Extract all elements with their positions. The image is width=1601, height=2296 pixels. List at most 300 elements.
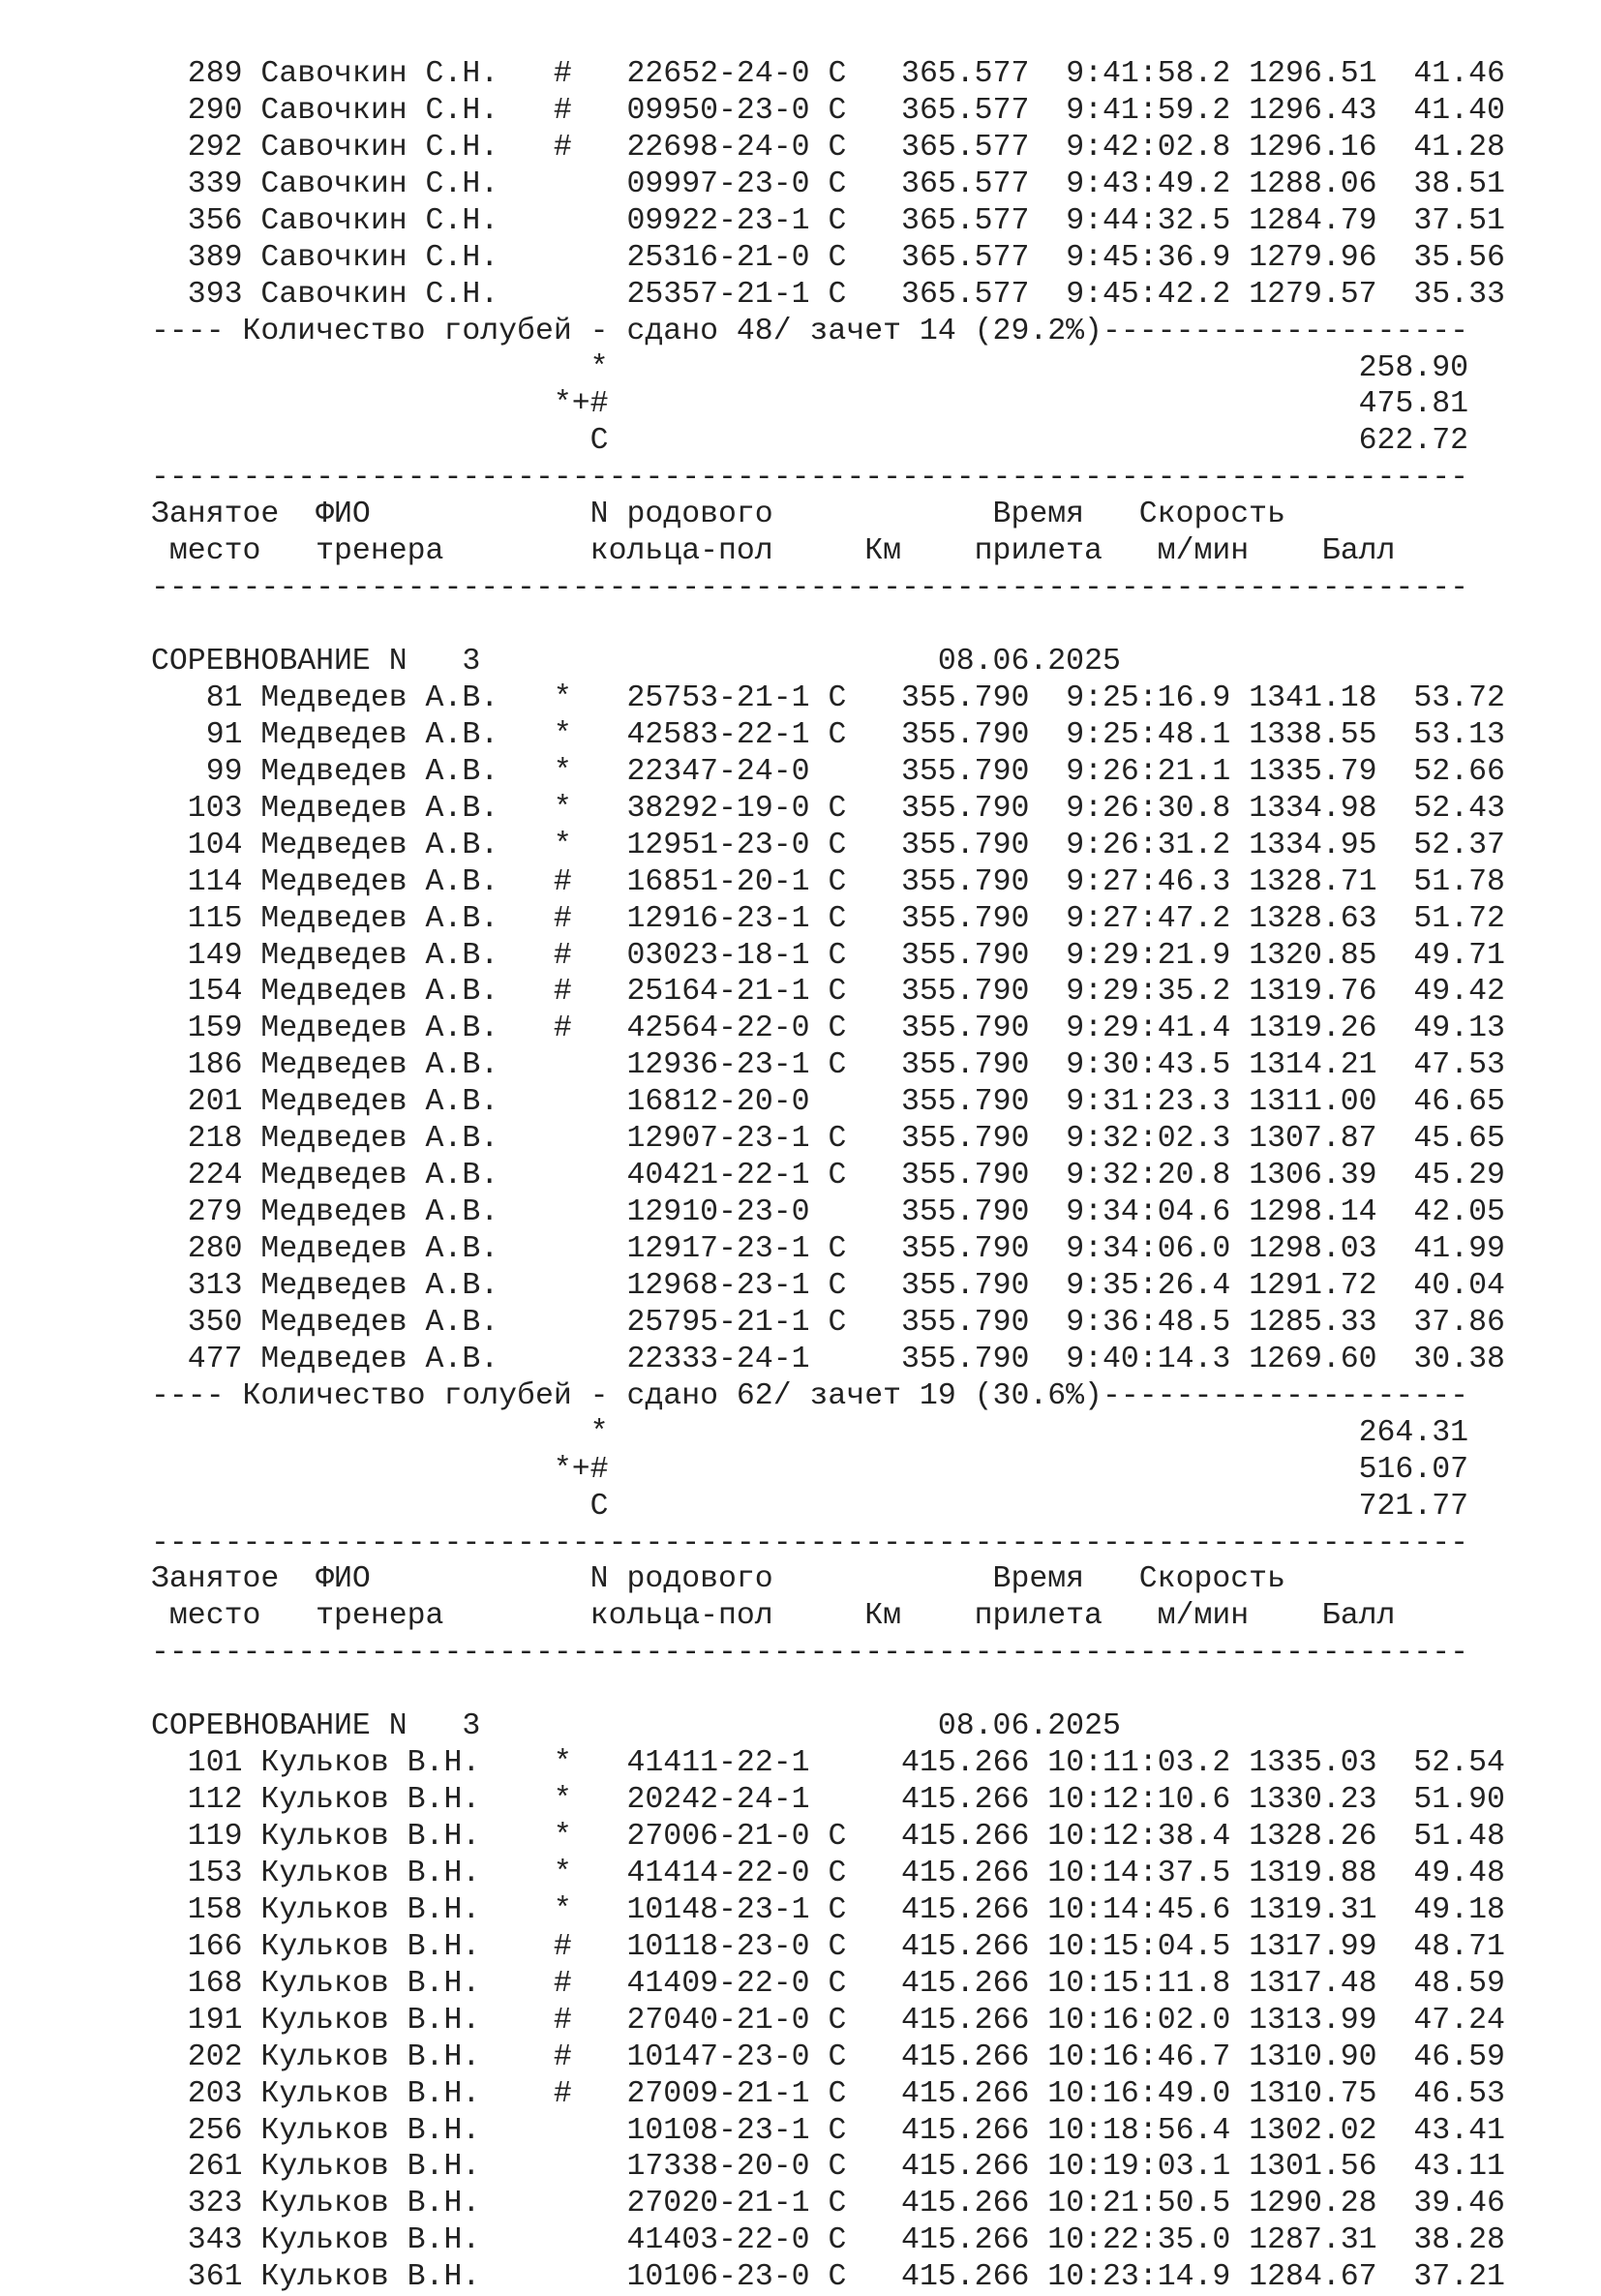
result-row [151, 1819, 1505, 1856]
result-row [151, 2113, 1505, 2150]
speed-cell: 1335.03 [1249, 1746, 1377, 1781]
place-cell: 339 [151, 166, 243, 201]
total-label: * [151, 1415, 609, 1450]
trainer-name-cell: Медведев А.В. [260, 1342, 554, 1376]
distance-cell: 355.790 [864, 1048, 1030, 1083]
distance-cell: 355.790 [864, 1085, 1030, 1120]
score-cell: 38.51 [1376, 166, 1505, 201]
trainer-name-cell: Медведев А.В. [260, 1122, 554, 1157]
competition-line [151, 1708, 1505, 1745]
distance-cell: 365.577 [864, 93, 1030, 128]
ring-number-cell: 12907-23-1 [626, 1122, 829, 1157]
summary-line: ---- Количество голубей - сдано 48/ зачет 14 (29.2%)-------------------- [151, 314, 1469, 348]
trainer-name-cell: Медведев А.В. [260, 1048, 554, 1083]
place-cell: 393 [151, 277, 243, 312]
sex-cell: С [828, 2039, 847, 2074]
score-cell: 41.28 [1376, 130, 1505, 165]
speed-cell: 1287.31 [1249, 2223, 1377, 2258]
mark-cell: # [553, 864, 627, 899]
competition-label: СОРЕВНОВАНИЕ N 3 [151, 645, 938, 679]
ring-number-cell: 10148-23-1 [626, 1892, 829, 1927]
arrival-time-cell: 10:15:04.5 [1047, 1929, 1231, 1964]
sex-cell: С [828, 203, 847, 238]
sex-cell: С [828, 240, 847, 275]
sex-cell: С [828, 901, 847, 936]
trainer-name-cell: Медведев А.В. [260, 1232, 554, 1266]
arrival-time-cell: 9:43:49.2 [1047, 166, 1231, 201]
ring-number-cell: 12951-23-0 [626, 828, 829, 862]
speed-cell: 1319.31 [1249, 1892, 1377, 1927]
sex-cell: С [828, 2113, 847, 2148]
speed-cell: 1310.90 [1249, 2039, 1377, 2074]
column-header-line: Занятое ФИО N родового Время Скорость [151, 498, 1285, 532]
result-row [151, 1231, 1505, 1268]
mark-cell [554, 1159, 627, 1193]
arrival-time-cell: 10:18:56.4 [1047, 2113, 1231, 2148]
speed-cell: 1288.06 [1249, 166, 1377, 201]
mark-cell: # [553, 2039, 627, 2074]
ring-number-cell: 25795-21-1 [626, 1305, 829, 1340]
mark-cell: # [553, 975, 627, 1010]
distance-cell: 365.577 [864, 203, 1030, 238]
arrival-time-cell: 9:42:02.8 [1047, 130, 1231, 165]
place-cell: 201 [151, 1085, 243, 1120]
mark-cell: # [553, 938, 627, 973]
score-cell: 41.46 [1376, 57, 1505, 91]
result-row [151, 1929, 1505, 1966]
arrival-time-cell: 9:26:21.1 [1047, 754, 1231, 789]
score-cell: 46.59 [1376, 2039, 1505, 2074]
sex-cell: С [828, 1305, 847, 1340]
sex-cell [828, 1195, 846, 1229]
arrival-time-cell: 9:40:14.3 [1047, 1342, 1231, 1376]
total-row [151, 386, 1505, 423]
sex-cell: С [828, 791, 847, 826]
distance-cell: 415.266 [864, 1746, 1030, 1781]
place-cell: 149 [151, 938, 243, 973]
result-row [151, 864, 1505, 901]
distance-cell: 355.790 [864, 754, 1030, 789]
sex-cell: С [828, 130, 847, 165]
arrival-time-cell: 9:31:23.3 [1047, 1085, 1231, 1120]
ring-number-cell: 09950-23-0 [626, 93, 829, 128]
speed-cell: 1284.79 [1249, 203, 1377, 238]
result-row [151, 2259, 1505, 2296]
score-cell: 46.53 [1376, 2076, 1505, 2111]
speed-cell: 1296.43 [1249, 93, 1377, 128]
place-cell: 389 [151, 240, 243, 275]
score-cell: 39.46 [1376, 2187, 1505, 2221]
speed-cell: 1296.51 [1249, 57, 1377, 91]
ring-number-cell: 16812-20-0 [626, 1085, 829, 1120]
trainer-name-cell: Савочкин С.Н. [260, 277, 554, 312]
sex-cell: С [828, 717, 847, 752]
ring-number-cell: 25316-21-0 [626, 240, 829, 275]
ring-number-cell: 12917-23-1 [626, 1232, 829, 1266]
result-row [151, 56, 1505, 93]
arrival-time-cell: 9:32:02.3 [1047, 1122, 1231, 1157]
ring-number-cell: 41411-22-1 [626, 1746, 829, 1781]
sex-cell: С [828, 1159, 847, 1193]
score-cell: 48.71 [1376, 1929, 1505, 1964]
sex-cell: С [828, 2150, 847, 2185]
speed-cell: 1296.16 [1249, 130, 1377, 165]
speed-cell: 1330.23 [1249, 1783, 1377, 1818]
distance-cell: 415.266 [864, 2039, 1030, 2074]
competition-label: СОРЕВНОВАНИЕ N 3 [151, 1709, 938, 1744]
arrival-time-cell: 10:15:11.8 [1047, 1966, 1231, 2001]
sex-cell: С [828, 1966, 847, 2001]
distance-cell: 355.790 [864, 864, 1030, 899]
blank-line [151, 607, 1505, 644]
arrival-time-cell: 10:16:49.0 [1047, 2076, 1231, 2111]
arrival-time-cell: 9:32:20.8 [1047, 1159, 1231, 1193]
score-cell: 40.04 [1376, 1268, 1505, 1303]
mark-cell: * [553, 1746, 627, 1781]
mark-cell [554, 1122, 627, 1156]
result-row [151, 717, 1505, 754]
total-label: С [151, 1489, 609, 1524]
mark-cell [554, 278, 627, 312]
arrival-time-cell: 9:36:48.5 [1047, 1305, 1231, 1340]
mark-cell: # [553, 2003, 627, 2038]
total-value: 264.31 [608, 1415, 1469, 1450]
place-cell: 119 [151, 1820, 243, 1854]
arrival-time-cell: 9:25:48.1 [1047, 717, 1231, 752]
ring-number-cell: 09922-23-1 [626, 203, 829, 238]
score-cell: 51.78 [1376, 864, 1505, 899]
ring-number-cell: 12916-23-1 [626, 901, 829, 936]
place-cell: 289 [151, 57, 243, 91]
place-cell: 186 [151, 1048, 243, 1083]
mark-cell [554, 1048, 627, 1082]
ring-number-cell: 27020-21-1 [626, 2187, 829, 2221]
result-row [151, 1047, 1505, 1084]
trainer-name-cell: Медведев А.В. [260, 1195, 554, 1230]
result-row [151, 1856, 1505, 1892]
sex-cell: С [828, 828, 847, 862]
score-cell: 37.51 [1376, 203, 1505, 238]
mark-cell [554, 167, 627, 201]
result-row [151, 754, 1505, 791]
mark-cell: # [553, 1966, 627, 2001]
mark-cell: # [553, 2076, 627, 2111]
arrival-time-cell: 9:27:46.3 [1047, 864, 1231, 899]
sex-cell: С [828, 57, 847, 91]
mark-cell [554, 1306, 627, 1340]
speed-cell: 1311.00 [1249, 1085, 1377, 1120]
place-cell: 154 [151, 975, 243, 1010]
mark-cell: # [553, 1012, 627, 1046]
distance-cell: 415.266 [864, 2113, 1030, 2148]
place-cell: 256 [151, 2113, 243, 2148]
distance-cell: 355.790 [864, 1342, 1030, 1376]
trainer-name-cell: Медведев А.В. [260, 1085, 554, 1120]
speed-cell: 1298.14 [1249, 1195, 1377, 1230]
speed-cell: 1335.79 [1249, 754, 1377, 789]
place-cell: 477 [151, 1342, 243, 1376]
ring-number-cell: 42564-22-0 [626, 1012, 829, 1046]
result-row [151, 1305, 1505, 1342]
sex-cell: С [828, 1232, 847, 1266]
mark-cell [554, 2260, 627, 2294]
score-cell: 49.48 [1376, 1856, 1505, 1890]
speed-cell: 1285.33 [1249, 1305, 1377, 1340]
place-cell: 159 [151, 1012, 243, 1046]
place-cell: 203 [151, 2076, 243, 2111]
speed-cell: 1298.03 [1249, 1232, 1377, 1266]
speed-cell: 1319.26 [1249, 1012, 1377, 1046]
arrival-time-cell: 9:26:31.2 [1047, 828, 1231, 862]
ring-number-cell: 22347-24-0 [626, 754, 829, 789]
trainer-name-cell: Кульков В.Н. [260, 2113, 554, 2148]
ring-number-cell: 12910-23-0 [626, 1195, 829, 1230]
speed-cell: 1291.72 [1249, 1268, 1377, 1303]
mark-cell: # [553, 1929, 627, 1964]
speed-cell: 1328.63 [1249, 901, 1377, 936]
result-row [151, 2039, 1505, 2076]
column-header-line: место тренера кольца-пол Км прилета м/мин Балл [151, 534, 1396, 569]
speed-cell: 1328.71 [1249, 864, 1377, 899]
arrival-time-cell: 10:16:46.7 [1047, 2039, 1231, 2074]
score-cell: 41.40 [1376, 93, 1505, 128]
total-row [151, 1415, 1505, 1452]
result-row [151, 1745, 1505, 1782]
distance-cell: 355.790 [864, 1195, 1030, 1230]
mark-cell: * [553, 717, 627, 752]
place-cell: 261 [151, 2150, 243, 2185]
competition-line [151, 644, 1505, 680]
score-cell: 51.90 [1376, 1783, 1505, 1818]
distance-cell: 355.790 [864, 791, 1030, 826]
score-cell: 37.86 [1376, 1305, 1505, 1340]
mark-cell [554, 2114, 627, 2148]
place-cell: 224 [151, 1159, 243, 1193]
trainer-name-cell: Кульков В.Н. [260, 1820, 554, 1854]
mark-cell: * [553, 1892, 627, 1927]
score-cell: 51.48 [1376, 1820, 1505, 1854]
place-cell: 191 [151, 2003, 243, 2038]
trainer-name-cell: Медведев А.В. [260, 717, 554, 752]
arrival-time-cell: 9:25:16.9 [1047, 680, 1231, 715]
trainer-name-cell: Медведев А.В. [260, 754, 554, 789]
total-label: *+# [151, 387, 609, 422]
place-cell: 104 [151, 828, 243, 862]
result-row [151, 791, 1505, 828]
result-row [151, 93, 1505, 130]
arrival-time-cell: 9:26:30.8 [1047, 791, 1231, 826]
sex-cell: С [828, 975, 847, 1010]
place-cell: 81 [151, 680, 243, 715]
score-cell: 47.24 [1376, 2003, 1505, 2038]
arrival-time-cell: 9:34:04.6 [1047, 1195, 1231, 1230]
sex-cell [828, 1783, 846, 1817]
distance-cell: 355.790 [864, 901, 1030, 936]
arrival-time-cell: 10:19:03.1 [1047, 2150, 1231, 2185]
place-cell: 168 [151, 1966, 243, 2001]
distance-cell: 415.266 [864, 1966, 1030, 2001]
result-row [151, 1782, 1505, 1819]
mark-cell: * [553, 791, 627, 826]
result-row [151, 1121, 1505, 1158]
total-label: * [151, 350, 609, 385]
result-row [151, 1011, 1505, 1047]
sex-cell: С [828, 864, 847, 899]
result-row [151, 1084, 1505, 1121]
sex-cell: С [828, 2076, 847, 2111]
sex-cell [828, 1746, 846, 1780]
trainer-name-cell: Медведев А.В. [260, 680, 554, 715]
total-row [151, 423, 1505, 460]
arrival-time-cell: 9:45:36.9 [1047, 240, 1231, 275]
trainer-name-cell: Кульков В.Н. [260, 1929, 554, 1964]
score-cell: 52.37 [1376, 828, 1505, 862]
distance-cell: 355.790 [864, 1268, 1030, 1303]
speed-cell: 1290.28 [1249, 2187, 1377, 2221]
place-cell: 323 [151, 2187, 243, 2221]
ring-number-cell: 27040-21-0 [626, 2003, 829, 2038]
ring-number-cell: 22698-24-0 [626, 130, 829, 165]
blank-line [151, 1672, 1505, 1708]
trainer-name-cell: Медведев А.В. [260, 828, 554, 862]
arrival-time-cell: 9:29:41.4 [1047, 1012, 1231, 1046]
sex-cell [828, 1343, 846, 1376]
score-cell: 43.11 [1376, 2150, 1505, 2185]
total-value: 516.07 [608, 1452, 1469, 1487]
score-cell: 52.43 [1376, 791, 1505, 826]
ring-number-cell: 41409-22-0 [626, 1966, 829, 2001]
arrival-time-cell: 9:45:42.2 [1047, 277, 1231, 312]
place-cell: 361 [151, 2260, 243, 2295]
ring-number-cell: 27009-21-1 [626, 2076, 829, 2111]
place-cell: 280 [151, 1232, 243, 1266]
arrival-time-cell: 10:14:37.5 [1047, 1856, 1231, 1890]
score-cell: 46.65 [1376, 1085, 1505, 1120]
trainer-name-cell: Медведев А.В. [260, 1268, 554, 1303]
sex-cell: С [828, 680, 847, 715]
trainer-name-cell: Кульков В.Н. [260, 1966, 554, 2001]
trainer-name-cell: Савочкин С.Н. [260, 93, 554, 128]
mark-cell [554, 2187, 627, 2220]
result-row [151, 1158, 1505, 1194]
ring-number-cell: 10147-23-0 [626, 2039, 829, 2074]
result-row [151, 130, 1505, 166]
speed-cell: 1314.21 [1249, 1048, 1377, 1083]
total-row [151, 1489, 1505, 1526]
distance-cell: 415.266 [864, 1856, 1030, 1890]
sex-cell: С [828, 1012, 847, 1046]
speed-cell: 1320.85 [1249, 938, 1377, 973]
mark-cell [554, 1232, 627, 1266]
ring-number-cell: 25164-21-1 [626, 975, 829, 1010]
ring-number-cell: 12936-23-1 [626, 1048, 829, 1083]
distance-cell: 365.577 [864, 277, 1030, 312]
sex-cell: С [828, 2003, 847, 2038]
trainer-name-cell: Кульков В.Н. [260, 1892, 554, 1927]
score-cell: 53.13 [1376, 717, 1505, 752]
speed-cell: 1319.76 [1249, 975, 1377, 1010]
trainer-name-cell: Медведев А.В. [260, 864, 554, 899]
distance-cell: 365.577 [864, 240, 1030, 275]
speed-cell: 1310.75 [1249, 2076, 1377, 2111]
score-cell: 49.18 [1376, 1892, 1505, 1927]
score-cell: 53.72 [1376, 680, 1505, 715]
result-row [151, 1268, 1505, 1305]
place-cell: 99 [151, 754, 243, 789]
speed-cell: 1328.26 [1249, 1820, 1377, 1854]
distance-cell: 415.266 [864, 1929, 1030, 1964]
place-cell: 313 [151, 1268, 243, 1303]
ring-number-cell: 22333-24-1 [626, 1342, 829, 1376]
sex-cell: С [828, 1856, 847, 1890]
place-cell: 114 [151, 864, 243, 899]
speed-cell: 1319.88 [1249, 1856, 1377, 1890]
trainer-name-cell: Медведев А.В. [260, 1159, 554, 1193]
speed-cell: 1334.98 [1249, 791, 1377, 826]
separator-line: ------------------------------------------------------------------------ [151, 1526, 1469, 1560]
mark-cell [554, 1085, 627, 1119]
sex-cell: С [828, 1048, 847, 1083]
arrival-time-cell: 10:23:14.9 [1047, 2260, 1231, 2295]
trainer-name-cell: Кульков В.Н. [260, 1856, 554, 1890]
mark-cell: # [553, 130, 627, 165]
arrival-time-cell: 10:12:38.4 [1047, 1820, 1231, 1854]
arrival-time-cell: 9:29:21.9 [1047, 938, 1231, 973]
score-cell: 49.42 [1376, 975, 1505, 1010]
distance-cell: 365.577 [864, 57, 1030, 91]
ring-number-cell: 42583-22-1 [626, 717, 829, 752]
trainer-name-cell: Савочкин С.Н. [260, 166, 554, 201]
score-cell: 30.38 [1376, 1342, 1505, 1376]
sex-cell: С [828, 2187, 847, 2221]
sex-cell: С [828, 2223, 847, 2258]
result-row [151, 680, 1505, 717]
sex-cell: С [828, 1820, 847, 1854]
mark-cell: * [553, 1783, 627, 1818]
speed-cell: 1279.96 [1249, 240, 1377, 275]
arrival-time-cell: 10:14:45.6 [1047, 1892, 1231, 1927]
total-row [151, 1452, 1505, 1489]
trainer-name-cell: Савочкин С.Н. [260, 57, 554, 91]
trainer-name-cell: Медведев А.В. [260, 1012, 554, 1046]
ring-number-cell: 16851-20-1 [626, 864, 829, 899]
result-row [151, 901, 1505, 938]
trainer-name-cell: Медведев А.В. [260, 938, 554, 973]
distance-cell: 355.790 [864, 938, 1030, 973]
speed-cell: 1284.67 [1249, 2260, 1377, 2295]
trainer-name-cell: Медведев А.В. [260, 901, 554, 936]
result-row [151, 166, 1505, 203]
distance-cell: 415.266 [864, 1783, 1030, 1818]
speed-cell: 1317.99 [1249, 1929, 1377, 1964]
mark-cell: * [553, 1820, 627, 1854]
speed-cell: 1306.39 [1249, 1159, 1377, 1193]
trainer-name-cell: Кульков В.Н. [260, 2260, 554, 2295]
ring-number-cell: 10106-23-0 [626, 2260, 829, 2295]
ring-number-cell: 09997-23-0 [626, 166, 829, 201]
mark-cell: * [553, 828, 627, 862]
total-value: 721.77 [608, 1489, 1469, 1524]
place-cell: 103 [151, 791, 243, 826]
place-cell: 218 [151, 1122, 243, 1157]
trainer-name-cell: Савочкин С.Н. [260, 240, 554, 275]
mark-cell: # [553, 57, 627, 91]
place-cell: 153 [151, 1856, 243, 1890]
score-cell: 49.71 [1376, 938, 1505, 973]
arrival-time-cell: 9:27:47.2 [1047, 901, 1231, 936]
sex-cell: С [828, 1122, 847, 1157]
result-row [151, 938, 1505, 975]
